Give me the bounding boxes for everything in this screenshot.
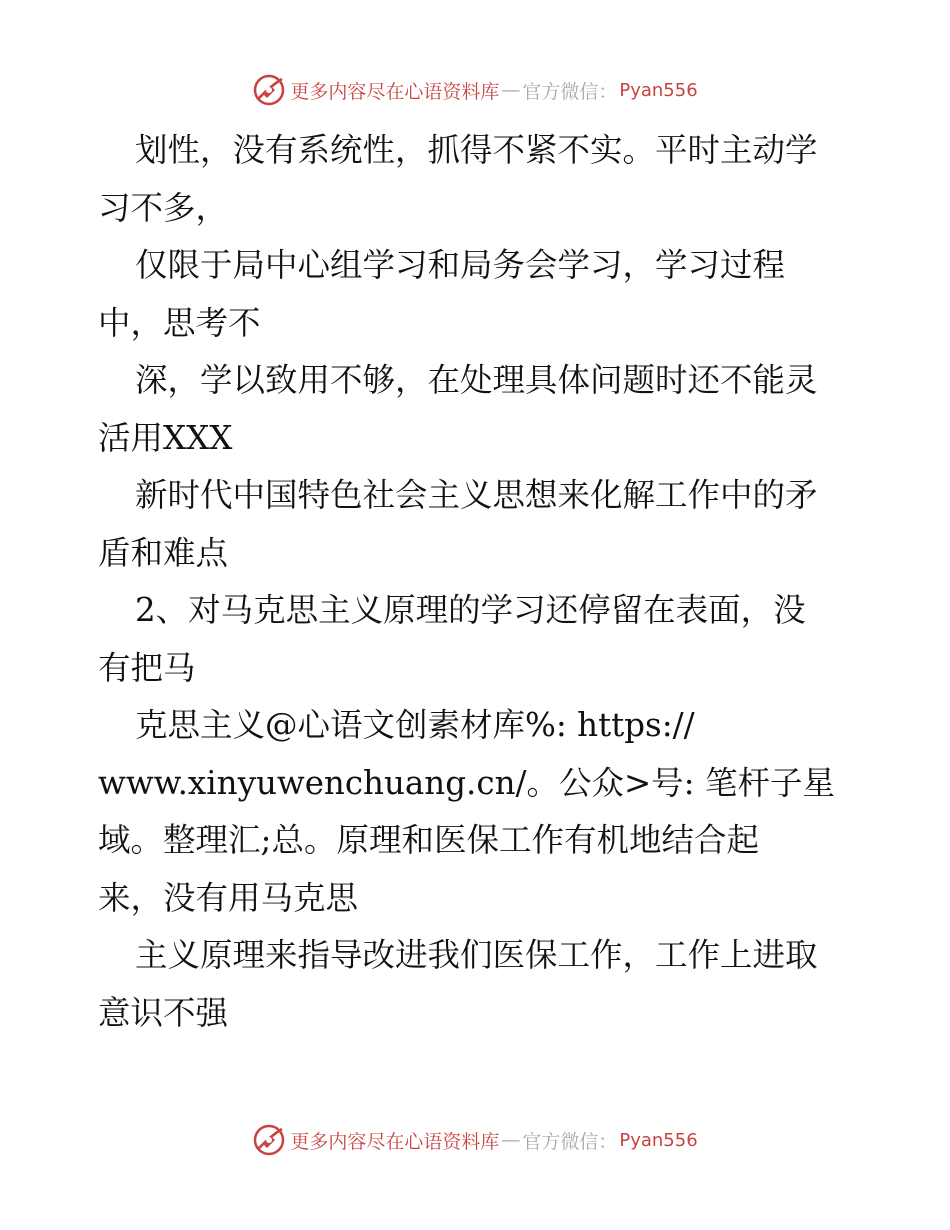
- text-line: 盾和难点: [98, 533, 229, 572]
- watermark-wechat-id: Pyan556: [619, 1129, 698, 1151]
- text-line: 主义原理来指导改进我们医保工作，工作上进取: [135, 936, 818, 974]
- text-line: 仅限于局中心组学习和局务会学习，学习过程: [135, 246, 786, 284]
- text-line: 活用XXX: [98, 418, 233, 457]
- text-line: www.xinyuwenchuang.cn/。公众>号: 笔杆子星: [98, 763, 835, 802]
- text-line: 有把马: [98, 648, 196, 687]
- text-line: 深，学以致用不够，在处理具体问题时还不能灵: [135, 361, 818, 399]
- watermark-dash: —: [501, 1129, 521, 1151]
- watermark-brand: 更多内容尽在心语资料库: [290, 1130, 500, 1153]
- text-line: 中，思考不: [98, 303, 261, 342]
- footer-watermark: [0, 1120, 950, 1160]
- text-line: 意识不强: [98, 993, 229, 1032]
- header-watermark: [0, 70, 950, 110]
- text-line: 习不多，: [98, 188, 229, 227]
- text-line: 划性，没有系统性，抓得不紧不实。平时主动学: [135, 131, 818, 169]
- text-line: 域。整理汇;总。原理和医保工作有机地结合起: [98, 821, 759, 859]
- watermark-brand: 更多内容尽在心语资料库: [290, 80, 500, 103]
- watermark-official-label: 官方微信：: [522, 80, 618, 103]
- document-body: [98, 122, 858, 1042]
- watermark-wechat-id: Pyan556: [619, 79, 698, 101]
- watermark-official-label: 官方微信：: [522, 1130, 618, 1153]
- text-line: 克思主义@心语文创素材库%: https://: [135, 706, 695, 744]
- text-line: 2、对马克思主义原理的学习还停留在表面，没: [135, 591, 806, 629]
- pen-logo-icon: [252, 1123, 286, 1157]
- watermark-dash: —: [501, 79, 521, 101]
- text-line: 来，没有用马克思: [98, 878, 359, 917]
- pen-logo-icon: [252, 73, 286, 107]
- text-line: 新时代中国特色社会主义思想来化解工作中的矛: [135, 476, 818, 514]
